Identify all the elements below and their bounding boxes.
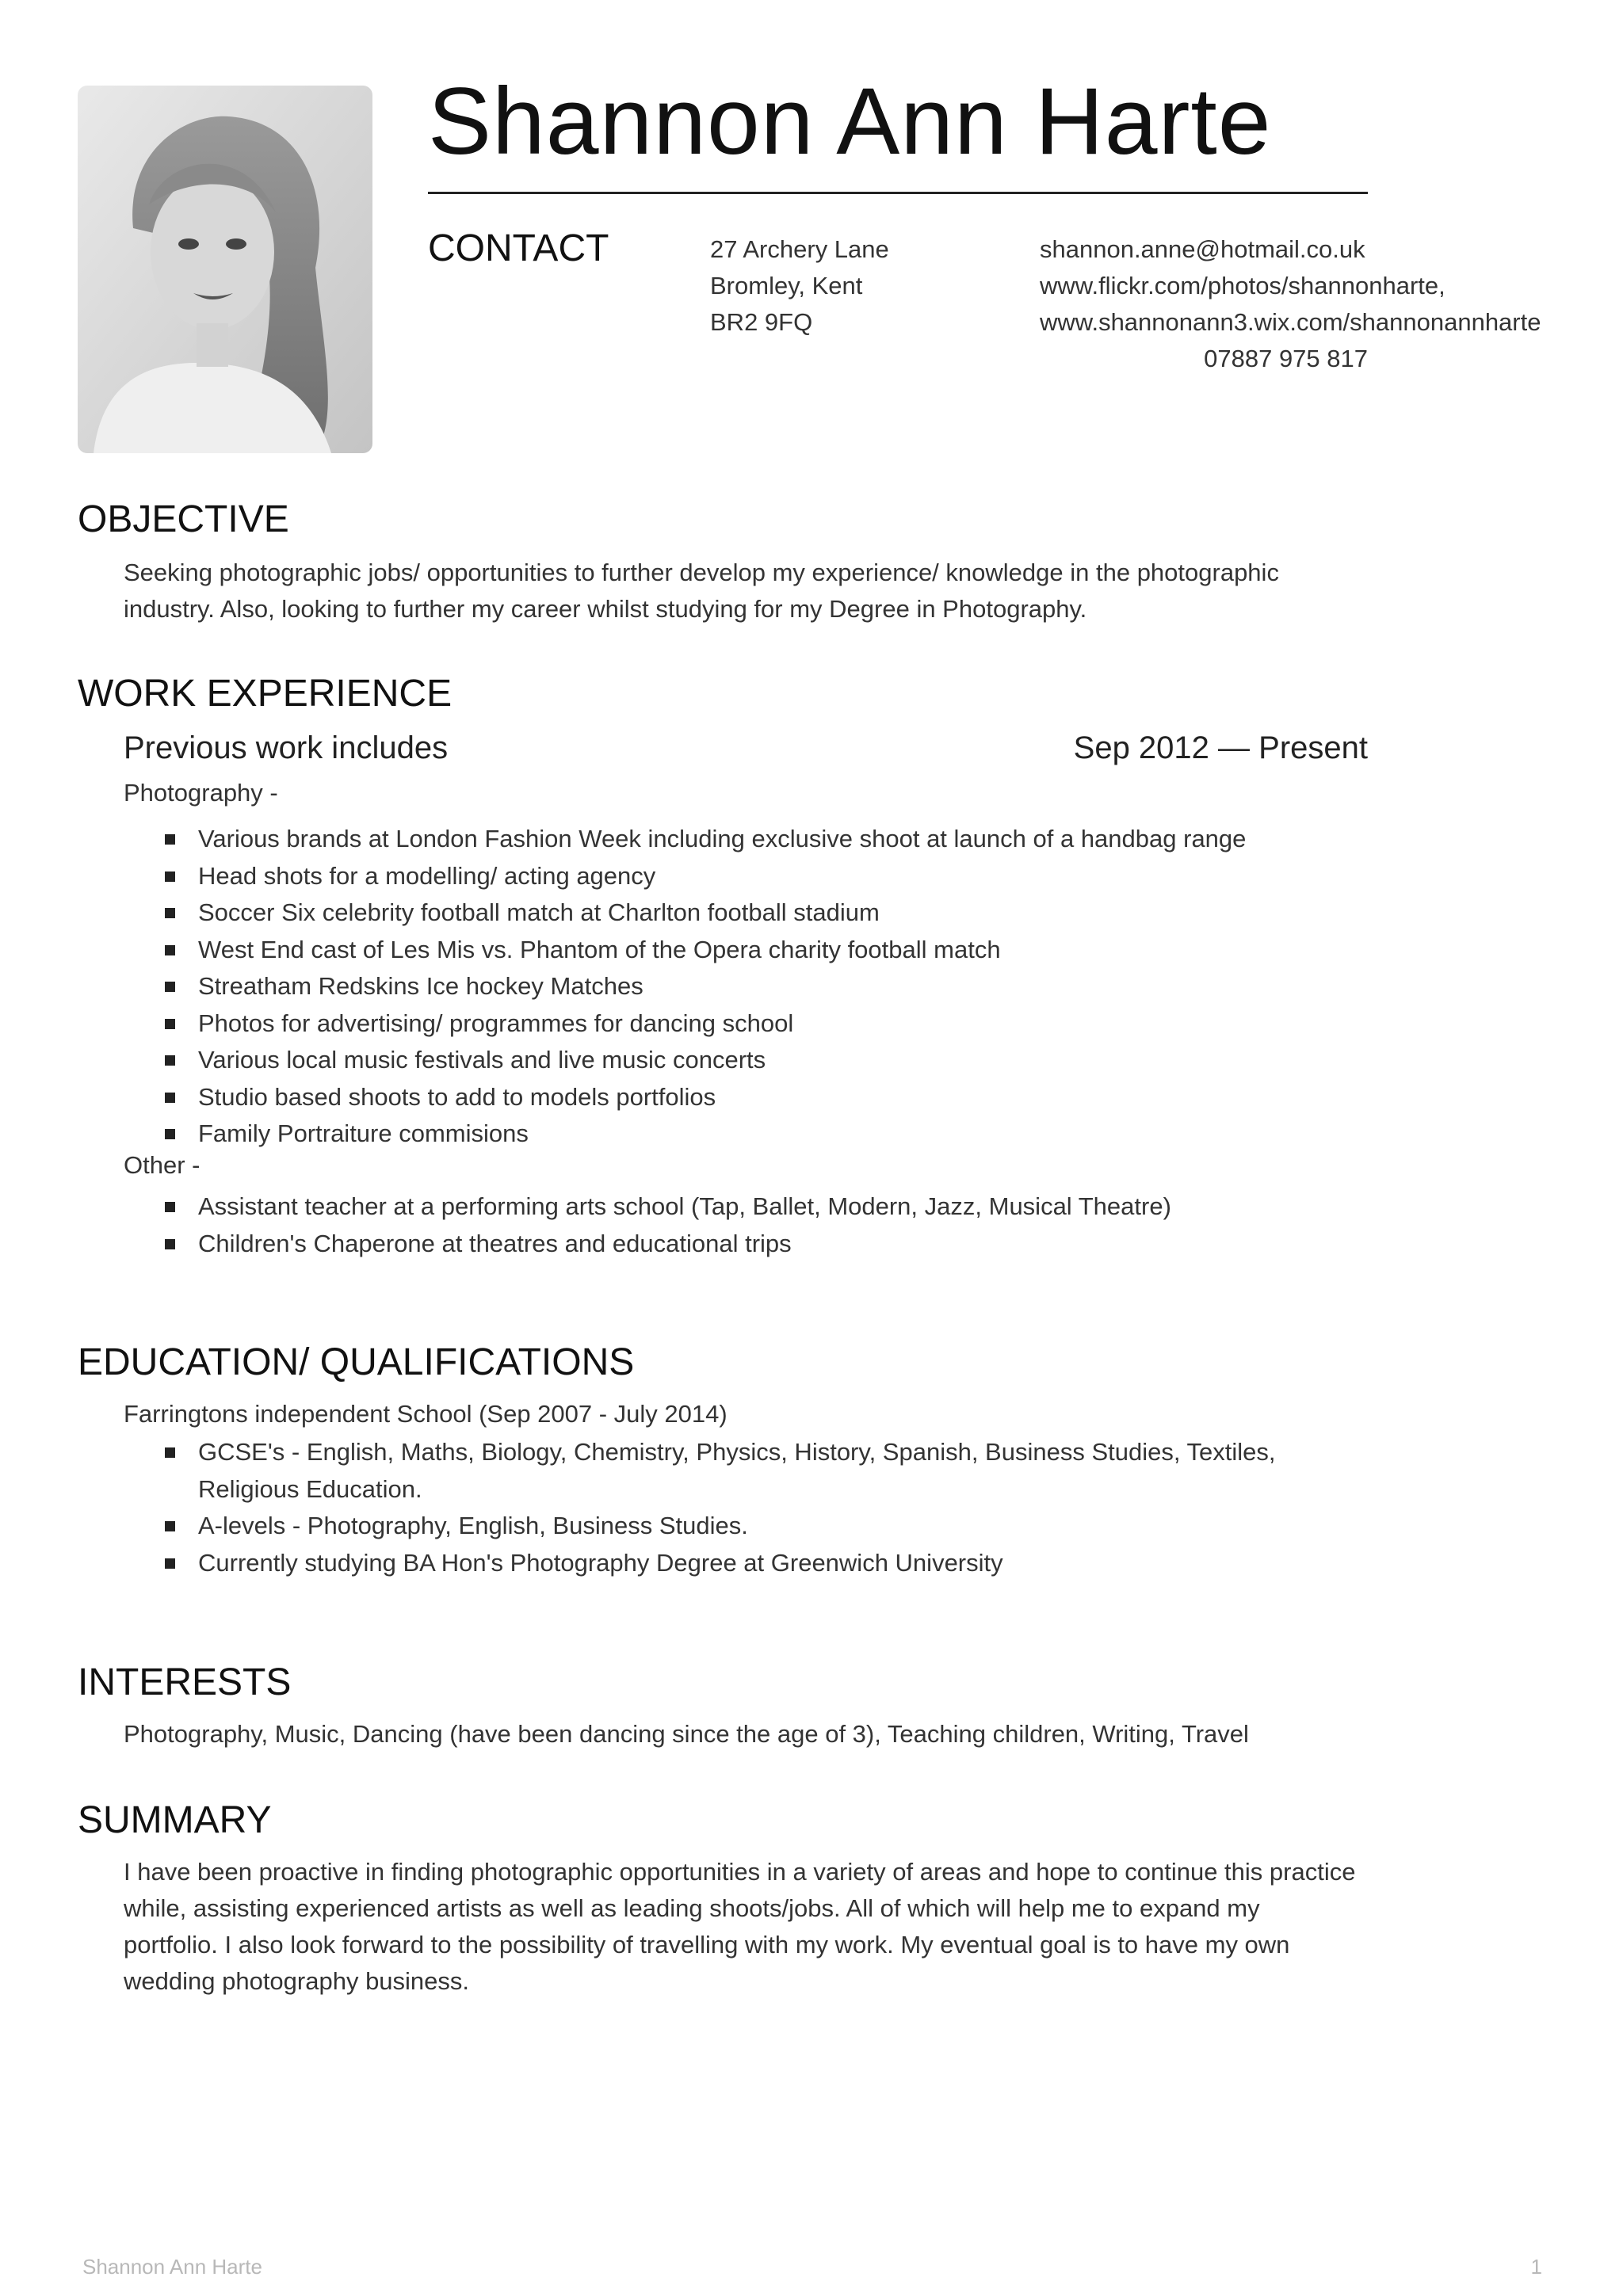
school-line: Farringtons independent School (Sep 2007 - July 2014) [124,1400,727,1428]
email-link[interactable]: shannon.anne@hotmail.co.uk [1040,235,1365,263]
work-dates: Sep 2012 — Present [1073,730,1368,765]
summary-heading: SUMMARY [78,1799,272,1841]
address-line: 27 Archery Lane [710,235,889,263]
summary-text: I have been proactive in finding photographic opportunities in a variety of areas and hope to continue this practice while, assisting experienced artists as well as leading shoots/jobs. All of which will help me to expand my portfolio. I also look forward to the possibility of travelling with my work. My eventual goal is to have my own wedding photography business. [124,1858,1356,1995]
website-link[interactable]: www.shannonann3.wix.com/shannonannharte [1040,308,1541,336]
list-item: Head shots for a modelling/ acting agency [165,858,1354,895]
profile-photo [78,86,372,453]
online-contact-block [1040,231,1541,377]
flickr-link[interactable]: www.flickr.com/photos/shannonharte, [1040,272,1445,299]
list-item: Children's Chaperone at theatres and educational trips [165,1226,1354,1263]
page-number: 1 [1530,2255,1542,2279]
list-item: Streatham Redskins Ice hockey Matches [165,968,1354,1005]
contact-heading: CONTACT [428,227,609,269]
other-label: Other - [124,1151,200,1179]
footer-name: Shannon Ann Harte [82,2255,262,2279]
list-item: West End cast of Les Mis vs. Phantom of the Opera charity football match [165,932,1354,969]
interests-heading: INTERESTS [78,1661,292,1703]
photography-list [165,821,1354,1153]
candidate-name: Shannon Ann Harte [428,68,1272,174]
list-item: GCSE's - English, Maths, Biology, Chemistry, Physics, History, Spanish, Business Studies, Textiles, Religious Education. [165,1434,1306,1508]
list-item: A-levels - Photography, English, Business Studies. [165,1508,1306,1545]
list-item: Currently studying BA Hon's Photography Degree at Greenwich University [165,1545,1306,1582]
objective-text: Seeking photographic jobs/ opportunities to further develop my experience/ knowledge in the photographic industry. Also, looking to further my career whilst studying for my Degree in Photography. [124,559,1279,623]
list-item: Studio based shoots to add to models portfolios [165,1079,1354,1116]
list-item: Soccer Six celebrity football match at Charlton football stadium [165,894,1354,932]
list-item: Assistant teacher at a performing arts school (Tap, Ballet, Modern, Jazz, Musical Theatre) [165,1188,1354,1226]
list-item: Family Portraiture commisions [165,1116,1354,1153]
header-divider [428,192,1368,194]
list-item: Photos for advertising/ programmes for dancing school [165,1005,1354,1043]
photography-label: Photography - [124,779,278,807]
phone-number: 07887 975 817 [1204,345,1368,372]
address-block [710,231,889,341]
list-item: Various local music festivals and live music concerts [165,1042,1354,1079]
address-line: Bromley, Kent [710,272,863,299]
portrait-image [78,86,372,453]
interests-text: Photography, Music, Dancing (have been dancing since the age of 3), Teaching children, Writing, Travel [124,1720,1249,1748]
address-line: BR2 9FQ [710,308,813,336]
education-list [165,1434,1306,1581]
list-item: Various brands at London Fashion Week including exclusive shoot at launch of a handbag range [165,821,1354,858]
work-experience-heading: WORK EXPERIENCE [78,673,453,715]
work-role: Previous work includes [124,730,449,765]
other-work-list [165,1188,1354,1262]
objective-heading: OBJECTIVE [78,498,289,540]
education-heading: EDUCATION/ QUALIFICATIONS [78,1341,635,1383]
